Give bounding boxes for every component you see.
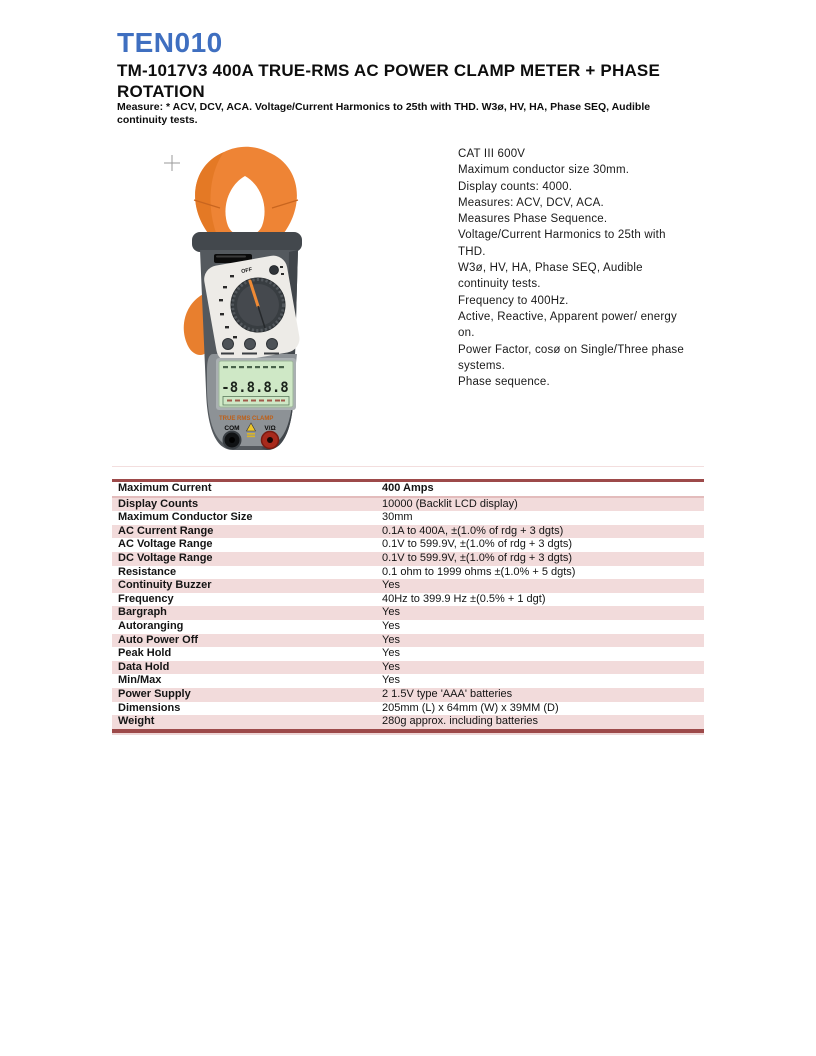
spec-label: AC Voltage Range xyxy=(118,538,213,551)
divider-rule xyxy=(112,466,704,467)
spec-value: 40Hz to 399.9 Hz ±(0.5% + 1 dgt) xyxy=(382,592,546,605)
feature-item: Voltage/Current Harmonics to 25th with THD. xyxy=(458,229,666,258)
product-title: TM-1017V3 400A TRUE-RMS AC POWER CLAMP METER + PHASE ROTATION xyxy=(117,61,661,101)
table-row xyxy=(112,566,704,580)
table-row xyxy=(112,579,704,593)
table-row xyxy=(112,593,704,607)
table-row xyxy=(112,481,704,497)
backlight-button xyxy=(270,266,279,275)
table-row xyxy=(112,511,704,525)
spec-value: Yes xyxy=(382,579,400,592)
volt-jack-label: V/Ω xyxy=(264,425,276,432)
lcd-display xyxy=(216,358,296,410)
feature-item: Measures: ACV, DCV, ACA. xyxy=(458,196,604,209)
product-subtitle: Measure: * ACV, DCV, ACA. Voltage/Current Harmonics to 25th with THD. W3ø, HV, HA, Phase SEQ, Audible continuity tests. xyxy=(117,101,651,126)
rotary-dial xyxy=(231,278,285,332)
spec-value: Yes xyxy=(382,619,400,632)
spec-value: 0.1V to 599.9V, ±(1.0% of rdg + 3 dgts) xyxy=(382,538,573,551)
feature-item: Measures Phase Sequence. xyxy=(458,213,608,226)
spec-label: Display Counts xyxy=(118,497,199,510)
spec-value: Yes xyxy=(382,647,400,660)
feature-item: CAT III 600V xyxy=(458,148,526,160)
spec-table xyxy=(112,479,704,733)
brand-label: TRUE RMS CLAMP xyxy=(219,416,274,422)
com-jack-label: COM xyxy=(224,425,240,432)
crosshair-icon xyxy=(164,155,180,171)
feature-item: Power Factor, cosø on Single/Three phase systems. xyxy=(458,343,684,372)
dial-off-label: OFF xyxy=(240,266,253,276)
spec-label: Maximum Conductor Size xyxy=(118,511,253,524)
volt-jack xyxy=(262,432,279,449)
spec-label: Weight xyxy=(118,715,155,728)
spec-label: Peak Hold xyxy=(118,647,172,660)
feature-item: Maximum conductor size 30mm. xyxy=(458,164,630,177)
spec-value: Yes xyxy=(382,674,400,687)
spec-value: 280g approx. including batteries xyxy=(382,715,538,728)
clamp-collar xyxy=(192,232,302,252)
product-code: TEN010 xyxy=(117,27,223,58)
spec-label: Maximum Current xyxy=(112,481,382,497)
table-row xyxy=(112,647,704,661)
table-row xyxy=(112,497,704,512)
feature-list xyxy=(458,146,695,390)
spec-label: AC Current Range xyxy=(118,524,214,537)
table-row xyxy=(112,634,704,648)
spec-label: Continuity Buzzer xyxy=(118,579,212,592)
spec-label: Power Supply xyxy=(118,687,191,700)
spec-label: Frequency xyxy=(118,592,174,605)
spec-label: Resistance xyxy=(118,565,177,578)
feature-item: Frequency to 400Hz. xyxy=(458,294,569,307)
spec-label: DC Voltage Range xyxy=(118,551,213,564)
table-row xyxy=(112,688,704,702)
spec-label: Min/Max xyxy=(118,674,162,687)
spec-value: 0.1 ohm to 1999 ohms ±(1.0% + 5 dgts) xyxy=(382,565,576,578)
spec-value: 205mm (L) x 64mm (W) x 39MM (D) xyxy=(382,701,559,714)
feature-item: Display counts: 4000. xyxy=(458,180,573,193)
spec-value: Yes xyxy=(382,660,400,673)
spec-value: Yes xyxy=(382,606,400,619)
feature-item: Phase sequence. xyxy=(458,376,550,389)
clamp-jaw xyxy=(194,147,298,238)
lcd-reading: -8.8.8.8 xyxy=(221,380,289,396)
spec-value: 30mm xyxy=(382,511,413,524)
table-row xyxy=(112,552,704,566)
spec-value: 0.1V to 599.9V, ±(1.0% of rdg + 3 dgts) xyxy=(382,551,573,564)
table-row xyxy=(112,715,704,731)
com-jack xyxy=(224,432,241,449)
table-row xyxy=(112,538,704,552)
feature-item: W3ø, HV, HA, Phase SEQ, Audible continuity tests. xyxy=(458,262,643,291)
spec-value: 2 1.5V type 'AAA' batteries xyxy=(382,687,513,700)
spec-label: Data Hold xyxy=(118,660,170,673)
table-row xyxy=(112,525,704,539)
table-row xyxy=(112,674,704,688)
spec-label: Bargraph xyxy=(118,606,167,619)
table-row xyxy=(112,620,704,634)
table-row xyxy=(112,702,704,716)
spec-value: Yes xyxy=(382,633,400,646)
spec-value: 10000 (Backlit LCD display) xyxy=(382,497,518,510)
feature-item: Active, Reactive, Apparent power/ energy on. xyxy=(458,310,677,340)
table-row xyxy=(112,606,704,620)
spec-label: Auto Power Off xyxy=(118,633,199,646)
spec-label: Dimensions xyxy=(118,701,181,714)
spec-label: Autoranging xyxy=(118,619,184,632)
product-photo xyxy=(150,140,350,462)
spec-value: 400 Amps xyxy=(382,481,704,497)
table-row xyxy=(112,661,704,675)
spec-value: 0.1A to 400A, ±(1.0% of rdg + 3 dgts) xyxy=(382,524,564,537)
